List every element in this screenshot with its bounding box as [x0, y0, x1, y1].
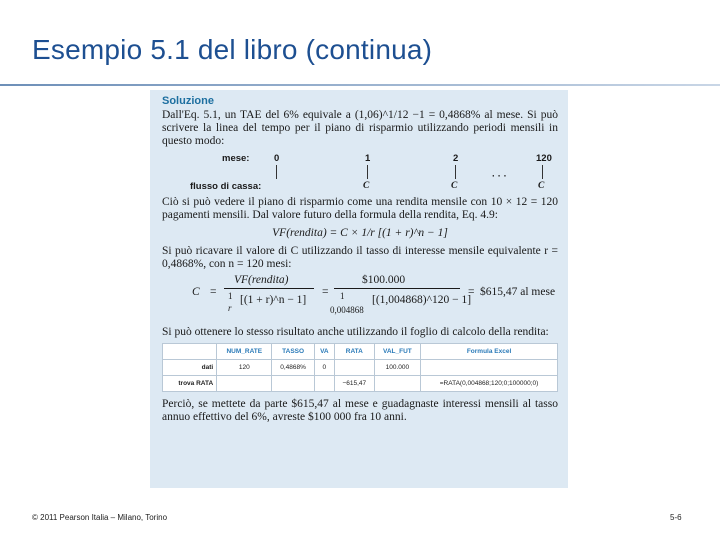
sheet-header-cell	[163, 344, 217, 360]
timeline-month-0: 0	[274, 153, 280, 164]
payment-formula	[162, 274, 558, 322]
formula-numerator-2: $100.000	[362, 274, 406, 286]
paragraph-annuity: Ciò si può vedere il piano di risparmio come una rendita mensile con 10 × 12 = 120 pagamenti mensili. Dal valore futuro della formula della rendita, Eq. 4.9:	[162, 196, 558, 221]
sheet-cell: −615,47	[334, 376, 374, 392]
sheet-header-cell: RATA	[334, 344, 374, 360]
sheet-cell	[374, 376, 420, 392]
formula-den1-r: r	[228, 303, 232, 313]
sheet-row-solve	[163, 376, 558, 392]
solution-panel	[150, 90, 568, 488]
sheet-cell: 0,4868%	[272, 360, 314, 376]
formula-den2-one: 1	[340, 291, 345, 301]
sheet-header-cell: VA	[314, 344, 334, 360]
sheet-cell: dati	[163, 360, 217, 376]
future-value-equation: VF(rendita) = C × 1/r [(1 + r)^n − 1]	[272, 227, 448, 239]
sheet-cell	[217, 376, 272, 392]
annuity-spreadsheet	[162, 343, 558, 392]
sheet-cell: 120	[217, 360, 272, 376]
sheet-row-data	[163, 360, 558, 376]
sheet-cell: trova RATA	[163, 376, 217, 392]
sheet-cell	[272, 376, 314, 392]
timeline-month-1: 1	[365, 153, 371, 164]
page-number: 5-6	[670, 513, 682, 522]
timeline-tick	[542, 165, 543, 179]
formula-den2-bracket: [(1,004868)^120 − 1]	[372, 294, 472, 306]
fraction-bar	[224, 288, 314, 289]
formula-c: C	[192, 286, 200, 298]
timeline-cashflow-120: C	[538, 181, 545, 191]
sheet-cell: 0	[314, 360, 334, 376]
sheet-cell	[314, 376, 334, 392]
timeline-tick	[455, 165, 456, 179]
sheet-cell: 100.000	[374, 360, 420, 376]
sheet-header-cell: TASSO	[272, 344, 314, 360]
sheet-header-row	[163, 344, 558, 360]
timeline-month-label: mese:	[222, 153, 250, 164]
sheet-header-cell: VAL_FUT	[374, 344, 420, 360]
formula-den2-rate: 0,004868	[330, 305, 364, 315]
formula-den1-bracket: [(1 + r)^n − 1]	[240, 294, 307, 306]
timeline-month-120: 120	[536, 153, 552, 164]
slide-title: Esempio 5.1 del libro (continua)	[32, 34, 433, 65]
timeline-cashflow-label: flusso di cassa:	[190, 181, 262, 192]
copyright-footer: © 2011 Pearson Italia – Milano, Torino	[32, 513, 168, 522]
formula-equals-2: =	[322, 286, 329, 298]
paragraph-rate: Dall'Eq. 5.1, un TAE del 6% equivale a (1,06)^1/12 −1 = 0,4868% al mese. Si può scrivere la linea del tempo per il piano di risparmio utilizzando periodi mensili in questo modo:	[162, 109, 558, 147]
timeline-cashflow-1: C	[363, 181, 370, 191]
paragraph-conclusion: Perciò, se mettete da parte $615,47 al mese e guadagnaste interessi mensili al tasso annuo effettivo del 6%, avreste $100 000 fra 10 anni.	[162, 398, 558, 423]
sheet-cell	[334, 360, 374, 376]
formula-equals-3: =	[468, 286, 475, 298]
timeline-cashflow-2: C	[451, 181, 458, 191]
timeline-ellipsis: · · ·	[492, 171, 507, 182]
paragraph-spreadsheet: Si può ottenere lo stesso risultato anche utilizzando il foglio di calcolo della rendita:	[162, 326, 549, 338]
formula-result: $615,47 al mese	[480, 286, 556, 298]
fraction-bar	[334, 288, 460, 289]
sheet-header-cell: NUM_RATE	[217, 344, 272, 360]
timeline-tick	[276, 165, 277, 179]
solution-heading: Soluzione	[162, 95, 214, 107]
formula-equals: =	[210, 286, 217, 298]
sheet-header-cell: Formula Excel	[421, 344, 558, 360]
sheet-cell	[421, 360, 558, 376]
title-underline	[0, 84, 720, 86]
timeline	[162, 148, 558, 196]
timeline-month-2: 2	[453, 153, 459, 164]
formula-numerator-1: VF(rendita)	[234, 274, 289, 286]
sheet-cell: =RATA(0,004868;120;0;100000;0)	[421, 376, 558, 392]
paragraph-solve: Si può ricavare il valore di C utilizzando il tasso di interesse mensile equivalente r = 0,4868%, con n = 120 mesi:	[162, 245, 558, 270]
formula-den1-one: 1	[228, 291, 233, 301]
timeline-tick	[367, 165, 368, 179]
